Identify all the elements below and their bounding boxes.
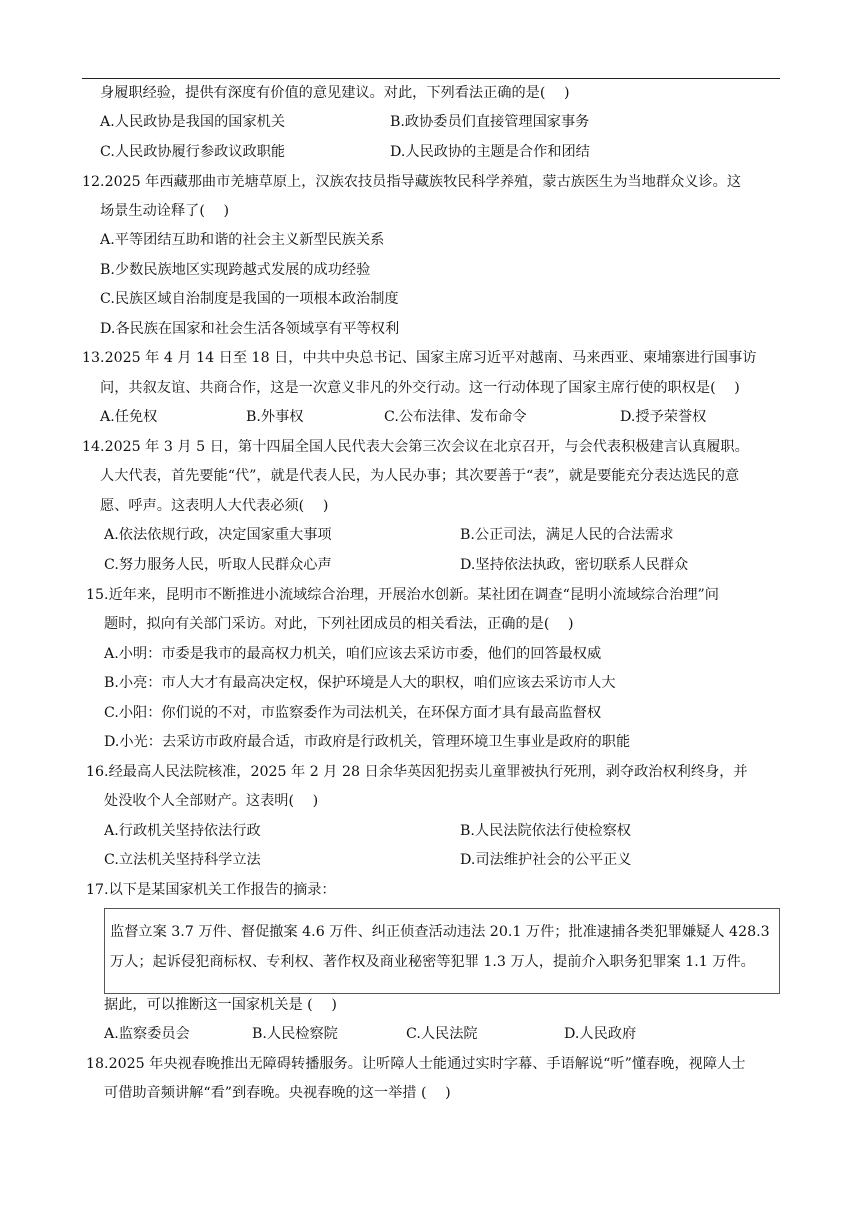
q16-option-d: D.司法维护社会的公平正义 <box>460 852 632 868</box>
q16-stem-line2: 处没收个人全部财产。这表明( ) <box>104 793 319 809</box>
q17-question: 据此，可以推断这一国家机关是 ( ) <box>104 997 337 1013</box>
q13-stem-line2: 问，共叙友谊、共商合作，这是一次意义非凡的外交行动。这一行动体现了国家主席行使的职权是( ) <box>100 380 740 396</box>
q11-option-b: B.政协委员们直接管理国家事务 <box>390 114 590 130</box>
q11-option-a: A.人民政协是我国的国家机关 <box>100 114 286 130</box>
q15-option-a: A.小明：市委是我市的最高权力机关，咱们应该去采访市委，他们的回答最权威 <box>104 646 602 662</box>
q15-option-c: C.小阳：你们说的不对，市监察委作为司法机关，在环保方面才具有最高监督权 <box>104 705 602 721</box>
q17-stem: 17.以下是某国家机关工作报告的摘录： <box>86 882 336 898</box>
q17-option-d: D.人民政府 <box>564 1026 637 1042</box>
q17-excerpt-line2: 万人；起诉侵犯商标权、专利权、著作权及商业秘密等犯罪 1.3 万人，提前介入职务犯罪案 1.1 万件。 <box>110 954 755 970</box>
q11-stem-continuation: 身履职经验，提供有深度有价值的意见建议。对此，下列看法正确的是( ) <box>100 85 570 101</box>
q11-option-c: C.人民政协履行参政议政职能 <box>100 144 286 160</box>
q12-option-d: D.各民族在国家和社会生活各领域享有平等权利 <box>100 321 400 337</box>
q12-option-a: A.平等团结互助和谐的社会主义新型民族关系 <box>100 232 385 248</box>
q15-option-d: D.小光：去采访市政府最合适，市政府是行政机关，管理环境卫生事业是政府的职能 <box>104 734 631 750</box>
q14-option-b: B.公正司法，满足人民的合法需求 <box>460 527 674 543</box>
q12-option-b: B.少数民族地区实现跨越式发展的成功经验 <box>100 262 371 278</box>
q11-option-d: D.人民政协的主题是合作和团结 <box>390 144 590 160</box>
q14-option-c: C.努力服务人民，听取人民群众心声 <box>104 557 332 573</box>
q17-excerpt-box <box>104 908 780 994</box>
q16-option-c: C.立法机关坚持科学立法 <box>104 852 261 868</box>
q17-excerpt-line1: 监督立案 3.7 万件、督促撤案 4.6 万件、纠正侦查活动违法 20.1 万件；批准逮捕各类犯罪嫌疑人 428.3 <box>110 924 770 940</box>
q13-option-d: D.授予荣誉权 <box>620 409 707 425</box>
q14-stem-line2: 人大代表，首先要能“代”，就是代表人民，为人民办事；其次要善于“表”，就是要能充分表达选民的意 <box>100 468 740 484</box>
q13-option-a: A.任免权 <box>100 409 158 425</box>
q14-option-a: A.依法依规行政，决定国家重大事项 <box>104 527 332 543</box>
q12-stem-line2: 场景生动诠释了( ) <box>100 203 230 219</box>
q17-option-c: C.人民法院 <box>406 1026 478 1042</box>
q12-option-c: C.民族区域自治制度是我国的一项根本政治制度 <box>100 291 399 307</box>
q13-stem-line1: 13.2025 年 4 月 14 日至 18 日，中共中央总书记、国家主席习近平对越南、马来西亚、柬埔寨进行国事访 <box>82 350 757 366</box>
q17-option-a: A.监察委员会 <box>104 1026 190 1042</box>
header-rule <box>82 78 780 79</box>
q13-option-c: C.公布法律、发布命令 <box>384 409 527 425</box>
q16-stem-line1: 16.经最高人民法院核准，2025 年 2 月 28 日余华英因犯拐卖儿童罪被执行死刑，剥夺政治权利终身，并 <box>86 764 748 780</box>
q17-option-b: B.人民检察院 <box>252 1026 338 1042</box>
q14-stem-line3: 愿、呼声。这表明人大代表必须( ) <box>100 498 329 514</box>
q14-option-d: D.坚持依法执政，密切联系人民群众 <box>460 557 689 573</box>
q15-option-b: B.小亮：市人大才有最高决定权，保护环境是人大的职权，咱们应该去采访市人大 <box>104 675 616 691</box>
q12-stem-line1: 12.2025 年西藏那曲市羌塘草原上，汉族农技员指导藏族牧民科学养殖，蒙古族医生为当地群众义诊。这 <box>82 174 742 190</box>
q18-stem-line1: 18.2025 年央视春晚推出无障碍转播服务。让听障人士能通过实时字幕、手语解说“听”懂春晚，视障人士 <box>86 1056 746 1072</box>
q16-option-a: A.行政机关坚持依法行政 <box>104 823 261 839</box>
q15-stem-line2: 题时，拟向有关部门采访。对此，下列社团成员的相关看法，正确的是( ) <box>104 616 574 632</box>
q15-stem-line1: 15.近年来，昆明市不断推进小流域综合治理，开展治水创新。某社团在调查“昆明小流域综合治理”问 <box>86 587 719 603</box>
q14-stem-line1: 14.2025 年 3 月 5 日，第十四届全国人民代表大会第三次会议在北京召开，与会代表积极建言认真履职。 <box>82 439 749 455</box>
q18-stem-line2: 可借助音频讲解“看”到春晚。央视春晚的这一举措 ( ) <box>104 1085 451 1101</box>
q13-option-b: B.外事权 <box>246 409 304 425</box>
q16-option-b: B.人民法院依法行使检察权 <box>460 823 631 839</box>
